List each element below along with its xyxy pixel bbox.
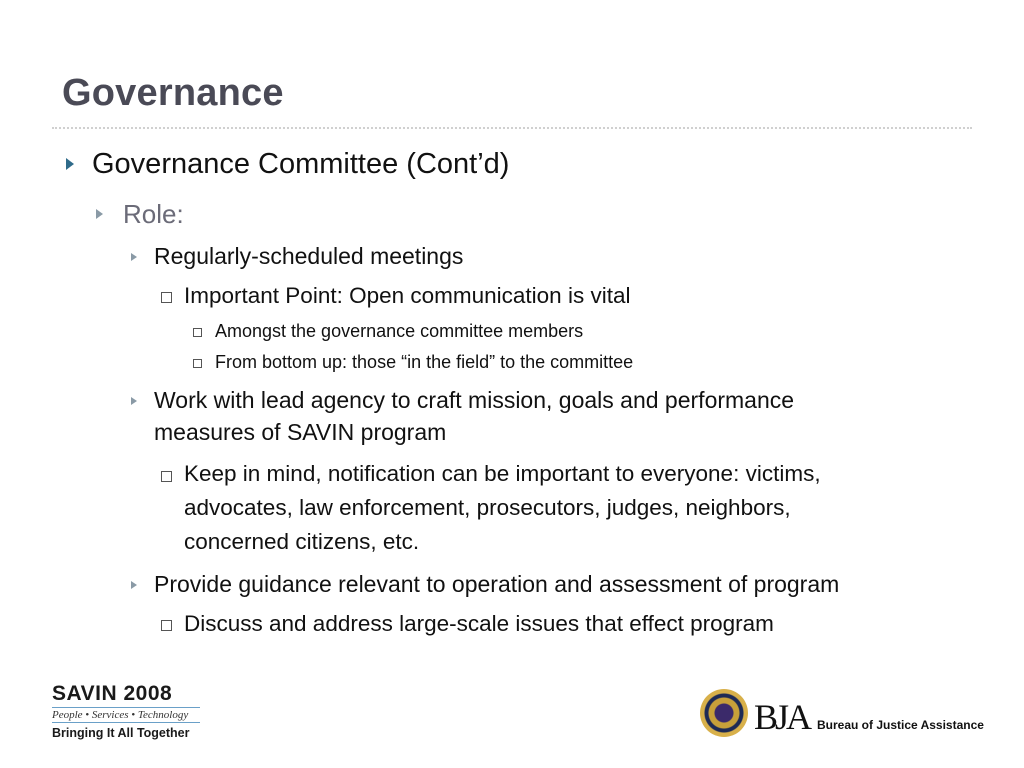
- slide-title: Governance: [62, 72, 284, 114]
- outline-line: measures of SAVIN program: [154, 419, 447, 446]
- savin-logo: [52, 682, 212, 740]
- bja-logo-name: Bureau of Justice Assistance: [817, 718, 984, 732]
- triangle-bullet-icon: [66, 158, 74, 170]
- outline-level5: Amongst the governance committee members: [215, 321, 584, 341]
- outline-line: Work with lead agency to craft mission, goals and performance: [154, 387, 795, 413]
- savin-logo-rule: [52, 722, 200, 723]
- square-bullet-icon: [161, 471, 172, 482]
- outline-level4: Important Point: Open communication is vital: [184, 283, 631, 308]
- outline-level3: [154, 386, 794, 448]
- outline-level3: Provide guidance relevant to operation and assessment of program: [154, 571, 840, 597]
- square-bullet-icon: [161, 620, 172, 631]
- outline-line: advocates, law enforcement, prosecutors, judges, neighbors,: [184, 494, 791, 520]
- outline-level3: Regularly-scheduled meetings: [154, 243, 464, 269]
- doj-seal-icon: [700, 689, 748, 737]
- triangle-bullet-icon: [96, 209, 103, 219]
- outline-line: Keep in mind, notification can be important to everyone: victims,: [184, 461, 821, 486]
- square-bullet-icon: [193, 359, 202, 368]
- savin-logo-tagline: Bringing It All Together: [52, 726, 190, 740]
- savin-logo-subtitle: People • Services • Technology: [52, 709, 189, 721]
- triangle-bullet-icon: [131, 581, 137, 589]
- savin-logo-title: SAVIN 2008: [52, 682, 173, 705]
- outline-level4: [184, 460, 821, 556]
- outline-level1: Governance Committee (Cont’d): [92, 148, 510, 180]
- outline-level5: From bottom up: those “in the field” to the committee: [215, 352, 634, 372]
- square-bullet-icon: [161, 292, 172, 303]
- savin-logo-rule: [52, 707, 200, 708]
- outline-level2: Role:: [123, 199, 184, 229]
- bja-logo-mark: BJA: [754, 697, 810, 737]
- triangle-bullet-icon: [131, 397, 137, 405]
- outline-level4: Discuss and address large-scale issues that effect program: [184, 611, 774, 636]
- outline-line: concerned citizens, etc.: [184, 528, 420, 554]
- triangle-bullet-icon: [131, 253, 137, 261]
- square-bullet-icon: [193, 328, 202, 337]
